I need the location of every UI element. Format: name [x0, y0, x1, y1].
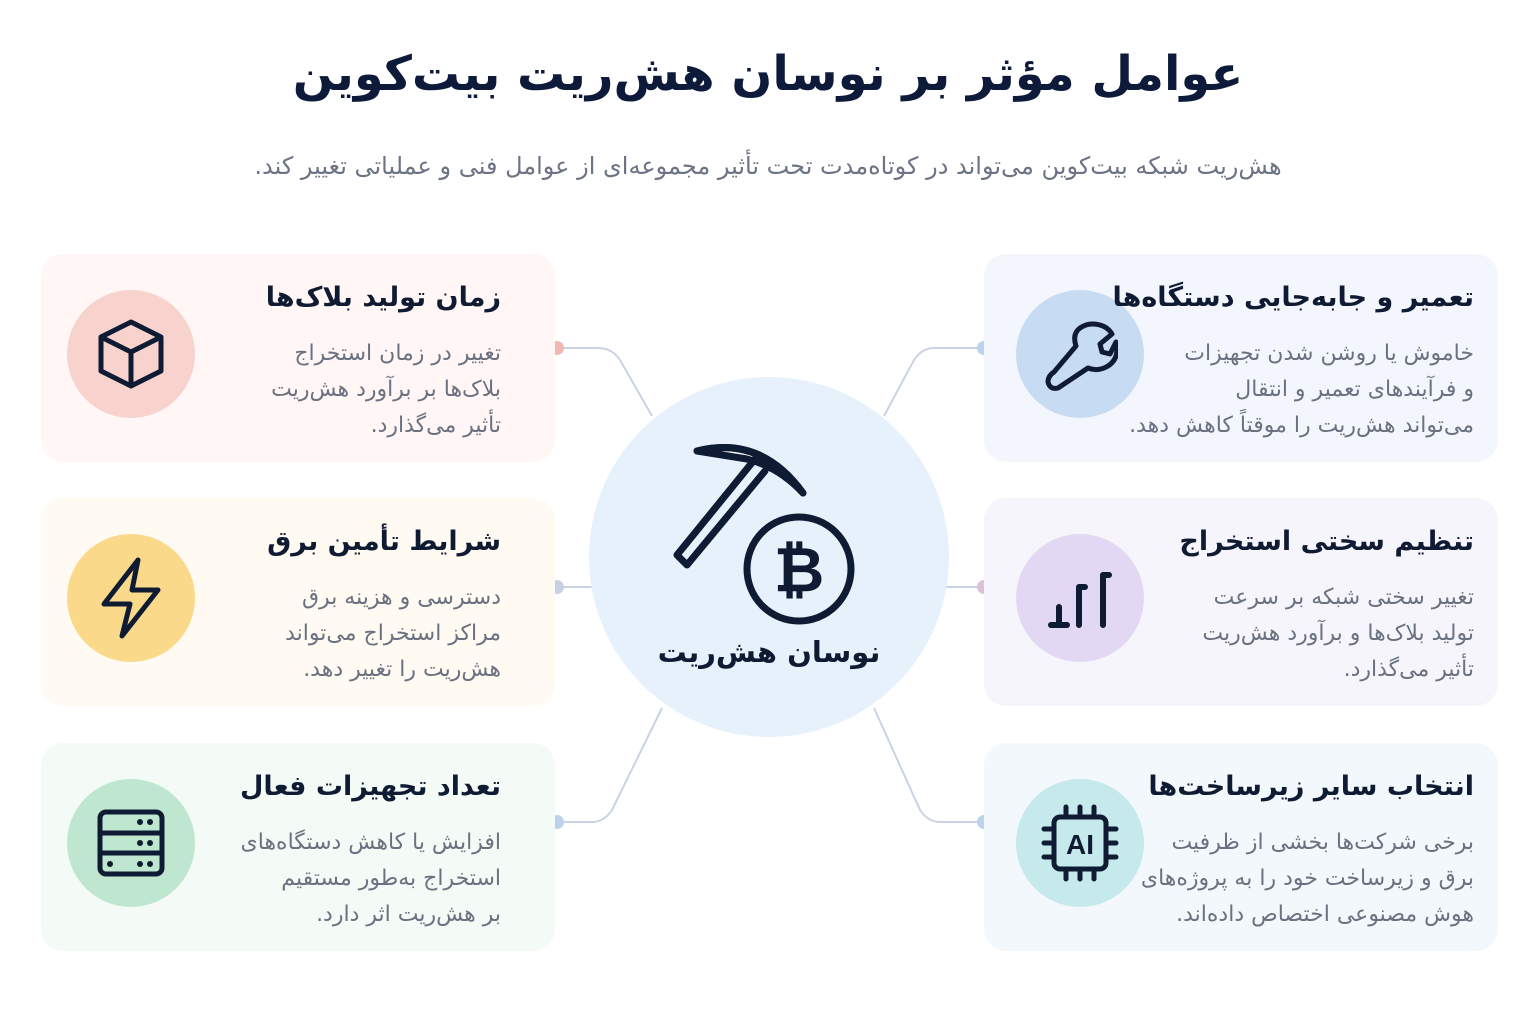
factor-card-block-time	[41, 254, 555, 462]
factor-description: خاموش یا روشن شدن تجهیزات و فرآیندهای تعمیر و انتقال می‌تواند هش‌ریت را موقتاً کاهش دهد.	[1129, 341, 1474, 438]
wrench-icon	[1042, 316, 1118, 392]
factor-title: تنظیم سختی استخراج	[1179, 526, 1474, 557]
factor-title: تعمیر و جابه‌جایی دستگاه‌ها	[1112, 282, 1474, 313]
center-hub	[589, 377, 949, 737]
page-subtitle: هش‌ریت شبکه بیت‌کوین می‌تواند در کوتاه‌مدت تحت تأثیر مجموعه‌ای از عوامل فنی و عملیاتی تغییر کند.	[254, 152, 1282, 180]
factor-description: افزایش یا کاهش دستگاه‌های استخراج به‌طور مستقیم بر هش‌ریت اثر دارد.	[240, 830, 501, 927]
connector-block-time	[557, 348, 652, 416]
factor-title: شرایط تأمین برق	[267, 526, 501, 557]
pickaxe-bitcoin-icon	[669, 437, 869, 637]
center-label: نوسان هش‌ریت	[657, 635, 881, 669]
connector-other-infrastructure	[874, 708, 984, 822]
factor-title: انتخاب سایر زیرساخت‌ها	[1148, 771, 1474, 802]
connector-device-repair	[884, 348, 984, 416]
ai-chip-label: AI	[1066, 829, 1094, 860]
factor-title: تعداد تجهیزات فعال	[240, 771, 501, 802]
factor-description: دسترسی و هزینه برق مراکز استخراج می‌تواند هش‌ریت را تغییر دهد.	[285, 585, 501, 682]
factor-card-difficulty	[984, 498, 1498, 706]
ai-chip-icon	[1040, 803, 1120, 883]
server-rack-icon	[96, 808, 166, 878]
factor-card-power-supply	[41, 498, 555, 706]
factor-card-active-devices	[41, 743, 555, 951]
factor-description: تغییر سختی شبکه بر سرعت تولید بلاک‌ها و برآورد هش‌ریت تأثیر می‌گذارد.	[1202, 585, 1474, 682]
factor-title: زمان تولید بلاک‌ها	[265, 282, 501, 313]
factor-card-device-repair	[984, 254, 1498, 462]
cube-icon	[93, 316, 169, 392]
lightning-icon	[96, 556, 166, 640]
factor-card-other-infrastructure	[984, 743, 1498, 951]
factor-description: برخی شرکت‌ها بخشی از ظرفیت برق و زیرساخت خود را به پروژه‌های هوش مصنوعی اختصاص داده‌اند.	[1140, 830, 1474, 927]
factor-description: تغییر در زمان استخراج بلاک‌ها بر برآورد هش‌ریت تأثیر می‌گذارد.	[271, 341, 501, 438]
page-title: عوامل مؤثر بر نوسان هش‌ریت بیت‌کوین	[292, 46, 1244, 102]
difficulty-bars-icon	[1045, 563, 1115, 633]
connector-active-devices	[557, 708, 662, 822]
svg-text:₿: ₿	[773, 533, 825, 606]
